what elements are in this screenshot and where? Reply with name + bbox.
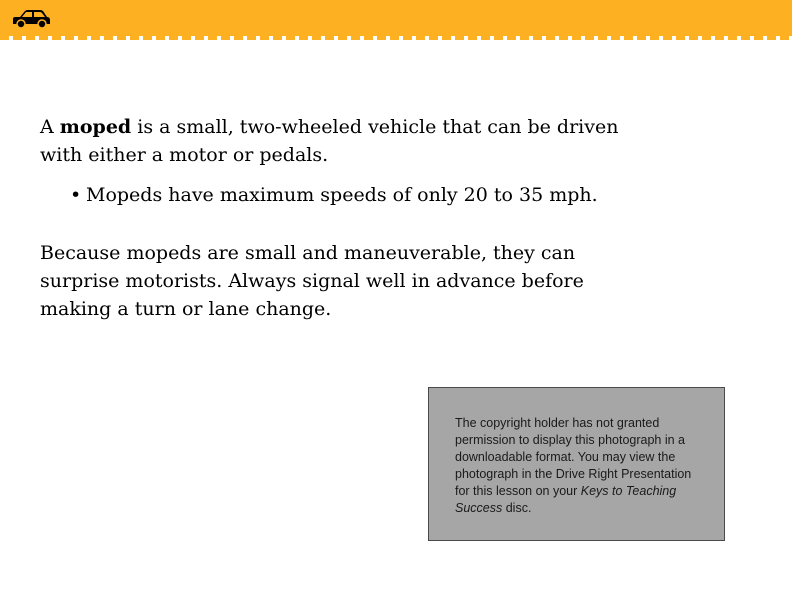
copyright-notice xyxy=(455,415,705,517)
copyright-suffix: disc. xyxy=(502,501,532,515)
bullet-list xyxy=(40,181,640,209)
definition-text: is a small, two-wheeled vehicle that can be driven with either a motor or pedals. xyxy=(40,116,619,166)
definition-prefix: A xyxy=(40,116,60,138)
header-bar-edge xyxy=(0,36,792,40)
photo-placeholder xyxy=(428,387,725,541)
definition-term: moped xyxy=(59,116,132,138)
car-icon xyxy=(10,9,52,29)
header-bar xyxy=(0,0,792,36)
slide-content xyxy=(40,113,640,323)
copyright-text: The copyright holder has not granted permission to display this photograph in a downloadable format. You may view the photograph in the Drive Right Presentation for this lesson on your xyxy=(455,416,692,498)
bullet-item-speed: • Mopeds have maximum speeds of only 20 to 35 mph. xyxy=(70,181,640,209)
moped-definition xyxy=(40,113,630,169)
safety-paragraph: Because mopeds are small and maneuverable, they can surprise motorists. Always signal well in advance before making a turn or lane change. xyxy=(40,242,584,320)
disc-title: Keys to Teaching Success xyxy=(455,484,677,515)
